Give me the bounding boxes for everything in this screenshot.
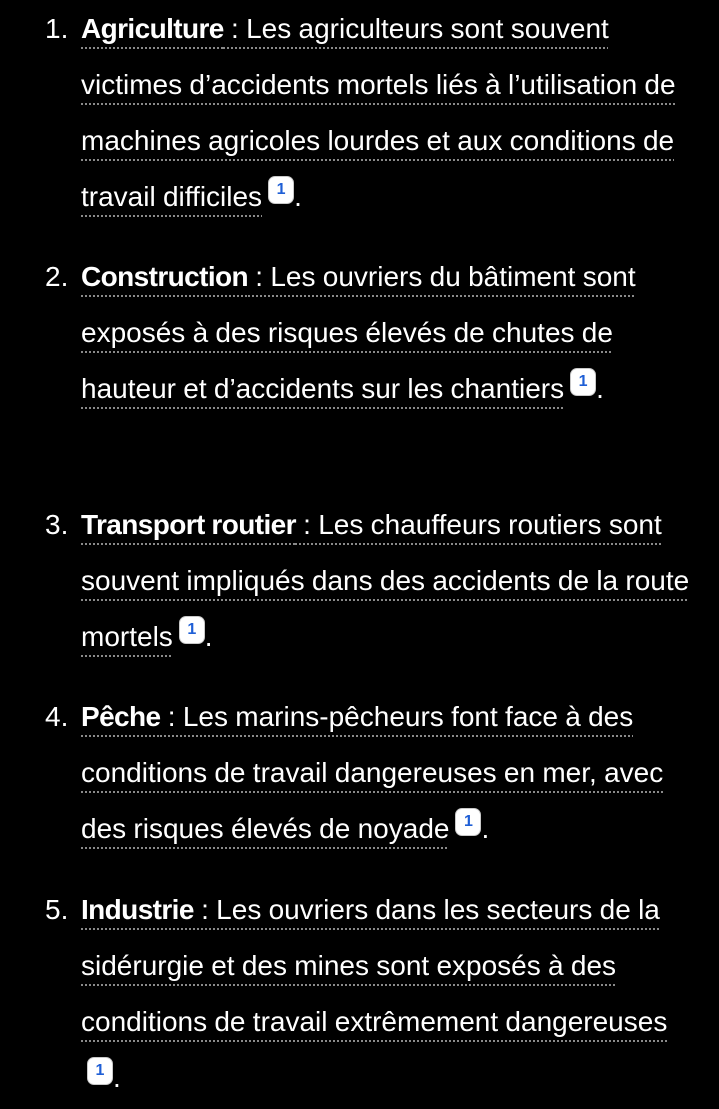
item-title: Transport routier bbox=[81, 509, 296, 540]
item-description: : Les ouvriers dans les secteurs de la sidérurgie et des mines sont exposés à des conditions de travail extrêmement dangereuses bbox=[81, 894, 668, 1037]
item-description: : Les ouvriers du bâtiment sont exposés à des risques élevés de chutes de hauteur et d’accidents sur les chantiers bbox=[81, 261, 636, 404]
sentence-end: . bbox=[596, 373, 604, 404]
citation-badge-icon[interactable]: 1 bbox=[268, 176, 294, 204]
list-number: 4. bbox=[45, 701, 69, 732]
item-title: Construction bbox=[81, 261, 249, 292]
citation-badge-icon[interactable]: 1 bbox=[179, 616, 205, 644]
list-number: 3. bbox=[45, 509, 69, 540]
citation-badge-icon[interactable]: 1 bbox=[87, 1057, 113, 1085]
item-title: Pêche bbox=[81, 701, 161, 732]
item-description: : Les agriculteurs sont souvent victimes d’accidents mortels liés à l’utilisation de machines agricoles lourdes et aux conditions de travail difficiles bbox=[81, 13, 676, 212]
list-item-text[interactable] bbox=[81, 1, 691, 225]
citation-badge-icon[interactable]: 1 bbox=[455, 808, 481, 836]
item-description: : Les chauffeurs routiers sont souvent impliqués dans des accidents de la route mortels bbox=[81, 509, 690, 652]
list-item-text[interactable] bbox=[81, 249, 691, 417]
sentence-end: . bbox=[113, 1062, 121, 1093]
list-number: 1. bbox=[45, 13, 69, 44]
list-number: 2. bbox=[45, 261, 69, 292]
sentence-end: . bbox=[294, 181, 302, 212]
sentence-end: . bbox=[204, 621, 213, 652]
sentence-end: . bbox=[481, 813, 490, 844]
citation-badge-icon[interactable]: 1 bbox=[570, 368, 596, 396]
list-number: 5. bbox=[45, 894, 69, 925]
item-title: Agriculture bbox=[81, 13, 224, 44]
list-item-text[interactable] bbox=[81, 497, 691, 665]
item-description: : Les marins-pêcheurs font face à des conditions de travail dangereuses en mer, avec des risques élevés de noyade bbox=[81, 701, 664, 844]
list-item-text[interactable] bbox=[81, 689, 691, 857]
list-item-text[interactable] bbox=[81, 882, 691, 1106]
item-title: Industrie bbox=[81, 894, 194, 925]
